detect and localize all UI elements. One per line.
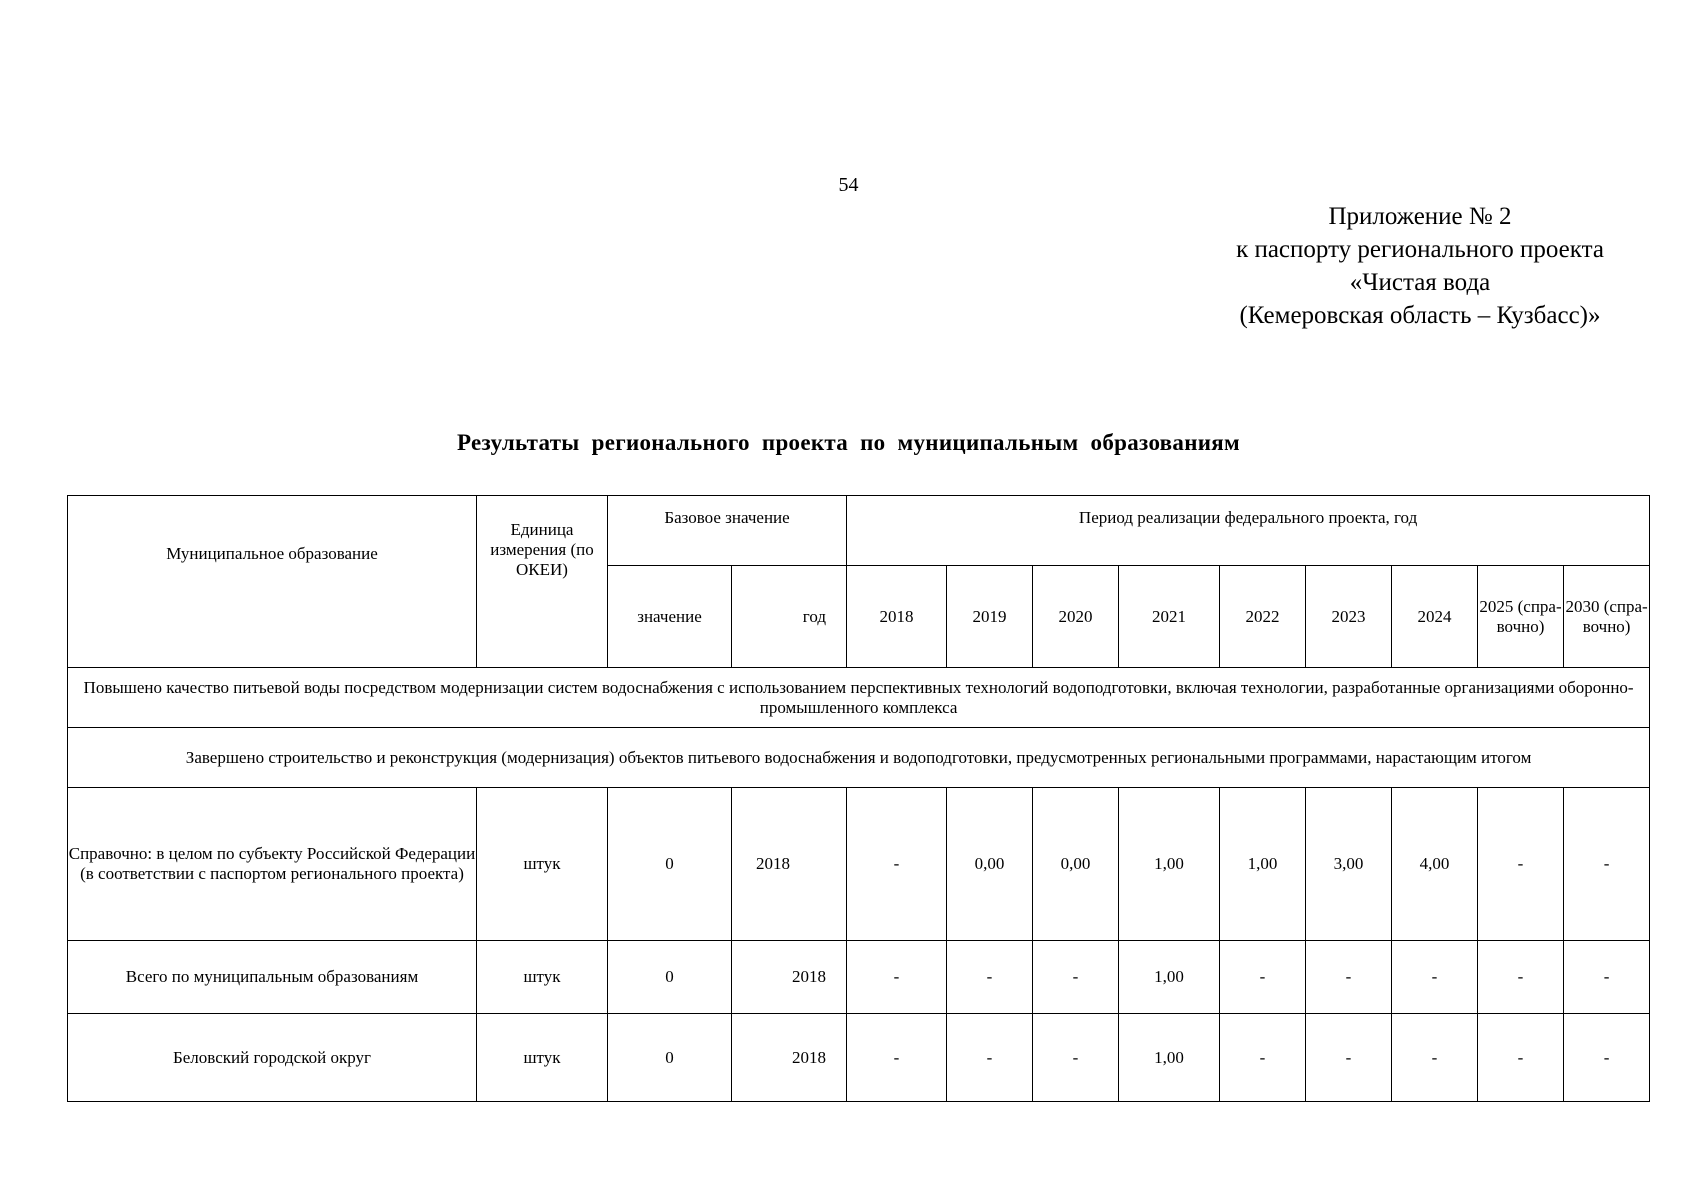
table-row [68, 941, 1650, 1014]
row-value-2030: - [1564, 788, 1650, 941]
row-base-value: 0 [608, 788, 732, 941]
row-value-2019: - [947, 1014, 1033, 1102]
table-row [68, 1014, 1650, 1102]
row-value-2019: 0,00 [947, 788, 1033, 941]
row-value-2023: 3,00 [1306, 788, 1392, 941]
header-year-2025: 2025 (спра- вочно) [1478, 566, 1564, 668]
row-value-2021: 1,00 [1119, 1014, 1220, 1102]
appendix-note [1180, 200, 1660, 332]
section-row-water-quality: Повышено качество питьевой воды посредством модернизации систем водоснабжения с использованием перспективных технологий водоподготовки, включая технологии, разработанные организациями оборонно-промышленного комплекса [68, 668, 1650, 728]
row-value-2021: 1,00 [1119, 941, 1220, 1014]
row-value-2024: 4,00 [1392, 788, 1478, 941]
row-value-2023: - [1306, 941, 1392, 1014]
row-value-2021: 1,00 [1119, 788, 1220, 941]
row-value-2023: - [1306, 1014, 1392, 1102]
header-period: Период реализации федерального проекта, год [847, 496, 1650, 566]
row-value-2030: - [1564, 941, 1650, 1014]
header-year-2021: 2021 [1119, 566, 1220, 668]
row-value-2025: - [1478, 1014, 1564, 1102]
header-year-2023: 2023 [1306, 566, 1392, 668]
appendix-line-4: (Кемеровская область – Кузбасс)» [1239, 302, 1601, 329]
row-unit: штук [477, 941, 608, 1014]
header-year: год [732, 566, 847, 668]
results-table [67, 495, 1650, 1102]
header-year-2022: 2022 [1220, 566, 1306, 668]
row-value-2018: - [847, 941, 947, 1014]
row-name: Всего по муниципальным образованиям [68, 941, 477, 1014]
appendix-line-2: к паспорту регионального проекта [1236, 236, 1604, 263]
page-number: 54 [838, 174, 859, 196]
header-municipality: Муниципальное образование [68, 496, 477, 668]
header-year-2024: 2024 [1392, 566, 1478, 668]
header-unit: Единица измерения (по ОКЕИ) [477, 496, 608, 668]
header-year-2018: 2018 [847, 566, 947, 668]
row-base-year: 2018 [732, 941, 847, 1014]
row-value-2020: 0,00 [1033, 788, 1119, 941]
row-value-2024: - [1392, 1014, 1478, 1102]
row-value-2018: - [847, 788, 947, 941]
row-value-2025: - [1478, 941, 1564, 1014]
row-value-2025: - [1478, 788, 1564, 941]
table-row [68, 788, 1650, 941]
appendix-line-3: «Чистая вода [1349, 269, 1491, 296]
row-value-2019: - [947, 941, 1033, 1014]
row-value-2022: - [1220, 1014, 1306, 1102]
row-value-2020: - [1033, 1014, 1119, 1102]
row-name: Справочно: в целом по субъекту Российской Федерации (в соответствии с паспортом регионального проекта) [68, 788, 477, 941]
row-base-value: 0 [608, 1014, 732, 1102]
section-row-construction: Завершено строительство и реконструкция (модернизация) объектов питьевого водоснабжения и водоподготовки, предусмотренных региональными программами, нарастающим итогом [68, 728, 1650, 788]
header-value: значение [608, 566, 732, 668]
header-base-value: Базовое значение [608, 496, 847, 566]
appendix-line-1: Приложение № 2 [1328, 203, 1512, 230]
row-value-2022: - [1220, 941, 1306, 1014]
row-unit: штук [477, 788, 608, 941]
header-year-2019: 2019 [947, 566, 1033, 668]
header-year-2030: 2030 (спра- вочно) [1564, 566, 1650, 668]
table-header [68, 496, 1650, 668]
row-unit: штук [477, 1014, 608, 1102]
row-base-year: 2018 [732, 788, 847, 941]
document-title: Результаты регионального проекта по муниципальным образованиям [456, 430, 1241, 455]
header-year-2020: 2020 [1033, 566, 1119, 668]
row-base-year: 2018 [732, 1014, 847, 1102]
row-value-2022: 1,00 [1220, 788, 1306, 941]
row-value-2030: - [1564, 1014, 1650, 1102]
row-base-value: 0 [608, 941, 732, 1014]
row-value-2024: - [1392, 941, 1478, 1014]
row-name: Беловский городской округ [68, 1014, 477, 1102]
row-value-2020: - [1033, 941, 1119, 1014]
row-value-2018: - [847, 1014, 947, 1102]
